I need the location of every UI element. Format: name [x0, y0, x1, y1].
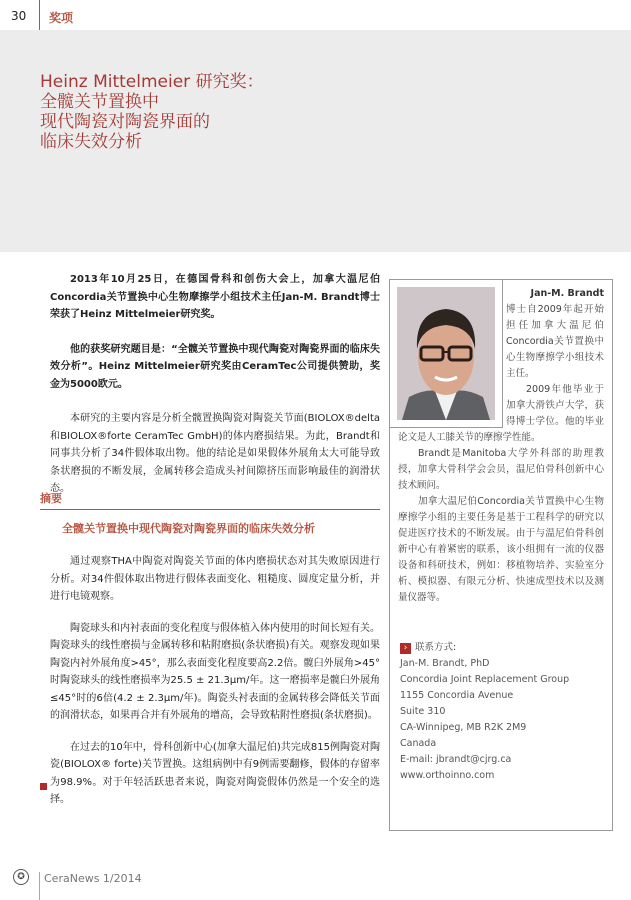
- footer-divider: [39, 872, 40, 900]
- abstract-title: 全髋关节置换中现代陶瓷对陶瓷界面的临床失效分析: [62, 522, 315, 535]
- title-line: Heinz Mittelmeier 研究奖：: [40, 72, 264, 92]
- abstract-label: 摘要: [40, 492, 62, 505]
- bio-paragraph: Brandt是Manitoba大学外科部的助理教授，加拿大骨科学会会员，温尼伯骨科创新中心技术顾问。: [398, 448, 604, 491]
- bio-paragraph: 加拿大温尼伯Concordia关节置换中心生物摩擦学小组的主要任务是基于工程科学的研究以促进医疗技术的不断发展。由于与温尼伯骨科创新中心有着紧密的联系，该小组拥有一流的仪器设备和科研技术，例如：移植物培养、实验室分析、模拟器、有限元分析、快速成型技术以及测量仪器等。: [398, 496, 604, 603]
- contact-line: Suite 310: [400, 706, 446, 717]
- contact-website[interactable]: www.orthoinno.com: [400, 770, 495, 781]
- title-line: 临床失效分析: [40, 132, 142, 152]
- abstract-text: [50, 553, 380, 809]
- end-mark: [40, 783, 47, 790]
- abstract-paragraph: 通过观察THA中陶瓷对陶瓷关节面的体内磨损状态对其失败原因进行分析。对34件假体取出物进行假体表面变化、粗糙度、圆度定量分析，并进行电镜观察。: [50, 556, 380, 602]
- author-sidebar: [389, 279, 613, 831]
- section-label: 奖项: [49, 11, 74, 25]
- intro-text: [50, 271, 380, 498]
- top-bar: [0, 0, 631, 30]
- title-line: 全髋关节置换中: [40, 92, 159, 112]
- contact-line: Concordia Joint Replacement Group: [400, 674, 570, 685]
- intro-paragraph: 2013年10月25日，在德国骨科和创伤大会上，加拿大温尼伯Concordia关节置换中心生物摩擦学小组技术主任Jan-M. Brandt博士荣获了Heinz Mittelmeier研究奖。: [50, 274, 380, 320]
- chevron-right-icon: ›: [400, 643, 411, 654]
- contact-line: 1155 Concordia Avenue: [400, 690, 514, 701]
- publication-name: CeraNews 1/2014: [44, 872, 142, 885]
- title-line: 现代陶瓷对陶瓷界面的: [40, 112, 210, 132]
- article-title: [40, 72, 340, 152]
- header-divider: [39, 0, 40, 30]
- abstract-paragraph: 在过去的10年中，骨科创新中心(加拿大温尼伯)共完成815例陶瓷对陶瓷(BIOLOX® forte)关节置换。这组病例中有9例需要翻修，假体的存留率为98.9%。对于年轻活跃患者来说，陶瓷对陶瓷假体仍然是一个安全的选择。: [50, 741, 380, 805]
- contact-line: Canada: [400, 738, 437, 749]
- bio-paragraph: 博士自2009年起开始担任加拿大温尼伯Concordia关节置换中心生物摩擦学小组技术主任。: [506, 304, 604, 379]
- contact-email[interactable]: E-mail: jbrandt@cjrg.ca: [400, 754, 512, 765]
- author-bio: [398, 286, 604, 606]
- abstract-paragraph: 陶瓷球头和内衬表面的变化程度与假体植入体内使用的时间长短有关。陶瓷球头的线性磨损与金属转移和粘附磨损(条状磨损)有关。观察发现如果陶瓷内衬外展角度>45°，那么表面变化程度要高2.2倍。髋臼外展角>45°时陶瓷球头的线性磨损率为25.5 ± 21.3μm/年。这一磨损率是髋臼外展角≤45°时的6倍(4.2 ± 2.3μm/年)。陶瓷头衬表面的金属转移会降低关节面的润滑状态，如果再合并有外展角的增高，会导致粘附性磨损(条状磨损)。: [50, 622, 380, 721]
- intro-paragraph: 他的获奖研究题目是：“全髋关节置换中现代陶瓷对陶瓷界面的临床失效分析”。Heinz Mittelmeier研究奖由CeramTec公司提供赞助，奖金为5000欧元。: [50, 343, 380, 390]
- contact-line: CA-Winnipeg, MB R2K 2M9: [400, 722, 527, 733]
- author-name: Jan-M. Brandt: [530, 288, 604, 299]
- bio-paragraph: 2009年他毕业于加拿大滑铁卢大学，获得博士学位。他的毕业论文是人工膝关节的摩擦学性能。: [398, 384, 604, 443]
- ceramic-ball-icon: ✪: [13, 869, 29, 885]
- contact-block: [400, 640, 605, 784]
- intro-paragraph: 本研究的主要内容是分析全髋置换陶瓷对陶瓷关节面(BIOLOX®delta和BIOLOX®forte CeramTec GmbH)的体内磨损结果。为此，Brandt和同事共分析了34件假体取出物。他的结论是如果假体外展角太大可能导致条状磨损的不断发展，金属转移会造成头衬间隙挤压而影响最佳的润滑状态。: [50, 413, 380, 494]
- contact-line: Jan-M. Brandt, PhD: [400, 658, 490, 669]
- contact-heading: 联系方式:: [415, 642, 457, 653]
- page-number: 30: [11, 9, 27, 23]
- abstract-rule: [40, 509, 380, 510]
